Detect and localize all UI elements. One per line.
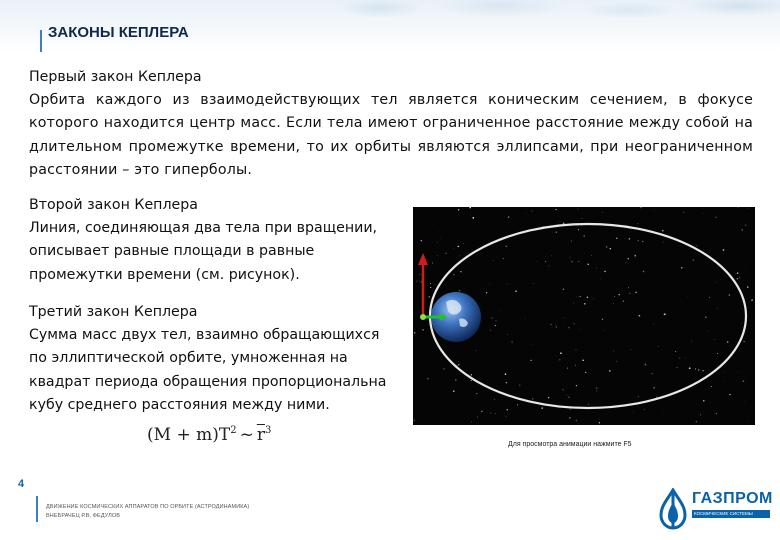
star xyxy=(531,344,532,345)
star xyxy=(591,255,592,256)
star xyxy=(525,318,526,319)
star xyxy=(639,315,641,317)
star xyxy=(745,224,747,226)
star xyxy=(571,261,573,263)
star xyxy=(663,314,664,315)
star xyxy=(679,358,680,359)
star xyxy=(472,217,474,219)
star xyxy=(745,269,746,270)
star xyxy=(435,284,436,285)
star xyxy=(685,358,686,359)
slide-title: ЗАКОНЫ КЕПЛЕРА xyxy=(48,24,189,41)
star xyxy=(683,236,684,237)
star xyxy=(700,414,701,415)
star xyxy=(743,380,745,382)
third-law-section xyxy=(29,301,399,417)
star xyxy=(717,353,718,354)
star xyxy=(582,359,584,361)
star xyxy=(548,265,549,266)
star xyxy=(729,294,731,296)
star xyxy=(737,278,738,279)
star xyxy=(640,207,641,208)
third-law-formula xyxy=(147,425,271,455)
star xyxy=(481,411,482,412)
star xyxy=(463,243,464,244)
star xyxy=(580,329,581,330)
star xyxy=(575,365,576,366)
star xyxy=(508,216,509,217)
star xyxy=(634,255,636,257)
star xyxy=(453,390,455,392)
star xyxy=(445,253,447,255)
star xyxy=(495,320,496,321)
star xyxy=(723,381,724,382)
header-clouds-decoration xyxy=(300,0,780,52)
star xyxy=(675,351,676,352)
star xyxy=(587,296,589,298)
star xyxy=(471,374,472,375)
star xyxy=(490,413,491,414)
star xyxy=(714,235,715,236)
flame-logo-icon xyxy=(655,488,691,530)
star xyxy=(629,238,631,240)
star xyxy=(576,420,578,422)
star xyxy=(593,299,594,300)
star xyxy=(545,261,546,262)
star xyxy=(695,368,696,369)
star xyxy=(437,242,438,243)
star xyxy=(437,255,438,256)
star xyxy=(654,210,655,211)
star xyxy=(570,409,571,410)
star xyxy=(490,330,491,331)
star xyxy=(532,398,533,399)
star xyxy=(613,351,614,352)
star xyxy=(596,391,597,392)
star xyxy=(645,364,647,366)
star xyxy=(644,409,645,410)
star xyxy=(717,308,718,309)
animation-hint: Для просмотра анимации нажмите F5 xyxy=(508,441,632,448)
star xyxy=(621,291,622,292)
formula-left: (M + m)T xyxy=(147,425,231,445)
star xyxy=(715,217,716,218)
star xyxy=(548,397,549,398)
star xyxy=(578,229,579,230)
star xyxy=(574,323,575,324)
star xyxy=(451,278,452,279)
velocity-arrow-head xyxy=(418,253,428,265)
star xyxy=(614,296,615,297)
logo-subtitle: КОСМИЧЕСКИЕ СИСТЕМЫ xyxy=(692,510,770,518)
star xyxy=(719,331,720,332)
star xyxy=(628,258,629,259)
star xyxy=(724,371,725,372)
star xyxy=(691,340,692,341)
star xyxy=(489,283,490,284)
star xyxy=(429,296,430,297)
star xyxy=(604,271,606,273)
footer-caption xyxy=(46,503,249,521)
star xyxy=(413,313,414,314)
formula-right: $\overline{r}$ xyxy=(256,425,265,445)
star xyxy=(495,325,496,326)
star xyxy=(566,395,567,396)
star xyxy=(708,331,709,332)
star xyxy=(421,240,422,241)
first-law-heading: Первый закон Кеплера xyxy=(29,69,202,85)
star xyxy=(503,258,504,259)
star xyxy=(658,346,659,347)
star xyxy=(564,317,565,318)
star xyxy=(737,272,739,274)
star xyxy=(703,370,704,371)
star xyxy=(506,382,508,384)
star xyxy=(551,255,552,256)
star xyxy=(422,329,423,330)
star xyxy=(568,397,569,398)
star xyxy=(609,370,611,372)
star xyxy=(616,361,617,362)
star xyxy=(414,332,415,333)
footer-line-1: ДВИЖЕНИЕ КОСМИЧЕСКИХ АППАРАТОВ ПО ОРБИТЕ (АСТРОДИНАМИКА) xyxy=(46,504,250,510)
star xyxy=(493,260,494,261)
star xyxy=(458,364,459,365)
star xyxy=(458,209,459,210)
star xyxy=(476,393,477,394)
star xyxy=(676,367,677,368)
star xyxy=(430,283,431,284)
star xyxy=(414,420,415,421)
star xyxy=(603,330,604,331)
star xyxy=(486,292,487,293)
star xyxy=(705,316,707,318)
star xyxy=(481,322,482,323)
star xyxy=(551,324,552,325)
star xyxy=(696,245,697,246)
formula-right-exponent: 3 xyxy=(264,425,272,436)
star xyxy=(432,262,433,263)
star xyxy=(576,385,577,386)
star xyxy=(497,371,498,372)
star xyxy=(459,290,461,292)
star xyxy=(541,407,542,408)
star xyxy=(662,230,663,231)
star xyxy=(625,228,626,229)
star xyxy=(455,379,457,381)
star xyxy=(439,231,440,232)
star xyxy=(602,319,603,320)
star xyxy=(744,341,745,342)
star xyxy=(567,368,568,369)
star xyxy=(599,422,600,423)
star xyxy=(419,274,420,275)
star xyxy=(747,421,748,422)
logo-wordmark: ГАЗПРОМ xyxy=(692,490,773,507)
star xyxy=(555,325,556,326)
star xyxy=(443,368,444,369)
star xyxy=(587,263,589,265)
star xyxy=(593,412,594,413)
star xyxy=(507,334,508,335)
star xyxy=(698,369,699,370)
star xyxy=(427,378,429,380)
star xyxy=(568,327,570,329)
star xyxy=(533,283,534,284)
third-law-heading: Третий закон Кеплера xyxy=(29,304,198,320)
footer-accent-bar xyxy=(36,496,38,522)
star xyxy=(578,209,579,210)
formula-left-exponent: 2 xyxy=(230,425,237,436)
star xyxy=(563,289,564,290)
star xyxy=(580,296,581,297)
star xyxy=(556,326,557,327)
star xyxy=(560,352,562,354)
star xyxy=(517,404,518,405)
star xyxy=(507,283,508,284)
star xyxy=(505,416,506,417)
star xyxy=(471,421,472,422)
star xyxy=(610,248,611,249)
star xyxy=(638,396,639,397)
star xyxy=(738,372,739,373)
star xyxy=(571,241,572,242)
star xyxy=(613,303,614,304)
star xyxy=(512,341,513,342)
star xyxy=(652,373,653,374)
third-law-text: Сумма масс двух тел, взаимно обращающихся по эллиптической орбите, умноженная на квадрат периода обращения пропорциональна кубу среднего расстояния между ними. xyxy=(29,327,387,413)
slide-header xyxy=(0,0,780,52)
header-accent-bar xyxy=(40,30,42,52)
star xyxy=(623,301,624,302)
star xyxy=(469,207,471,208)
star xyxy=(596,387,598,389)
star xyxy=(556,231,557,232)
star xyxy=(578,261,579,262)
star xyxy=(454,274,455,275)
star xyxy=(727,341,729,343)
star xyxy=(559,359,560,360)
star xyxy=(689,367,691,369)
star xyxy=(629,293,631,295)
footer-line-2: ВНЕБРАЧЕЦ Р.В. ФЕДУЛОВ xyxy=(46,513,120,519)
star xyxy=(656,397,657,398)
star xyxy=(585,372,586,373)
star xyxy=(419,281,420,282)
star xyxy=(459,255,460,256)
star xyxy=(494,399,495,400)
star xyxy=(696,421,697,422)
star xyxy=(751,299,753,301)
star xyxy=(495,413,496,414)
star xyxy=(476,350,477,351)
star xyxy=(471,380,472,381)
star xyxy=(575,349,576,350)
star xyxy=(430,287,431,288)
star xyxy=(569,417,571,419)
star xyxy=(709,297,710,298)
star xyxy=(642,241,643,242)
first-law-section xyxy=(29,66,753,182)
star xyxy=(635,292,636,293)
star xyxy=(560,221,561,222)
first-law-text: Орбита каждого из взаимодействующих тел является коническим сечением, в фокусе которого находится центр масс. Если тела имеют ограниченное расстояние между собой на длительном промежутке времени, то их орбиты являются эллипсами, при неограниченном расстоянии – это гиперболы. xyxy=(29,92,753,178)
star xyxy=(630,349,631,350)
second-law-section xyxy=(29,194,399,287)
star xyxy=(746,245,747,246)
orbit-animation-image[interactable] xyxy=(413,207,755,425)
star xyxy=(606,246,608,248)
star xyxy=(744,401,745,402)
star xyxy=(663,242,664,243)
star xyxy=(664,313,666,315)
star xyxy=(470,215,471,216)
star xyxy=(703,400,705,402)
star xyxy=(714,339,715,340)
star xyxy=(747,286,748,287)
star xyxy=(519,385,520,386)
star xyxy=(716,282,717,283)
star xyxy=(638,240,639,241)
star xyxy=(584,303,586,305)
star xyxy=(711,386,712,387)
star xyxy=(716,413,717,414)
star xyxy=(417,260,418,261)
second-law-heading: Второй закон Кеплера xyxy=(29,197,198,213)
page-number: 4 xyxy=(18,478,25,490)
star xyxy=(625,262,626,263)
star xyxy=(536,261,537,262)
star xyxy=(687,297,688,298)
star xyxy=(507,409,508,410)
star xyxy=(642,207,643,208)
star xyxy=(582,218,583,219)
star xyxy=(439,399,440,400)
star xyxy=(555,209,556,210)
star xyxy=(453,248,454,249)
star xyxy=(531,360,532,361)
star xyxy=(457,246,459,248)
star xyxy=(460,271,461,272)
star xyxy=(638,397,639,398)
star xyxy=(491,317,493,319)
star xyxy=(602,212,603,213)
star xyxy=(499,310,500,311)
orbiting-body xyxy=(420,314,426,320)
star xyxy=(596,267,597,268)
star xyxy=(748,208,749,209)
star xyxy=(616,238,617,239)
star xyxy=(573,303,574,304)
star xyxy=(737,207,738,208)
star xyxy=(681,267,682,268)
star xyxy=(693,259,695,261)
star xyxy=(570,257,571,258)
orbit-illustration xyxy=(413,207,755,425)
star xyxy=(588,403,590,405)
star xyxy=(723,249,725,251)
gazprom-logo xyxy=(655,488,773,530)
star xyxy=(628,287,629,288)
star xyxy=(477,417,478,418)
star xyxy=(637,223,638,224)
second-law-text: Линия, соединяющая два тела при вращении, описывает равные площади в равные промежутки времени (см. рисунок). xyxy=(29,220,378,283)
formula-relation: ~ xyxy=(239,425,254,445)
star xyxy=(563,389,564,390)
star xyxy=(515,290,517,292)
star xyxy=(633,411,634,412)
star xyxy=(441,238,442,239)
star xyxy=(505,246,507,248)
star xyxy=(643,271,645,273)
star xyxy=(654,324,655,325)
star xyxy=(498,312,499,313)
star xyxy=(416,281,417,282)
star xyxy=(653,387,655,389)
star xyxy=(683,212,684,213)
star xyxy=(739,277,740,278)
star xyxy=(729,394,730,395)
star xyxy=(505,373,507,375)
star xyxy=(742,229,743,230)
star xyxy=(532,211,533,212)
star xyxy=(583,235,585,237)
star xyxy=(600,279,601,280)
star xyxy=(618,294,619,295)
